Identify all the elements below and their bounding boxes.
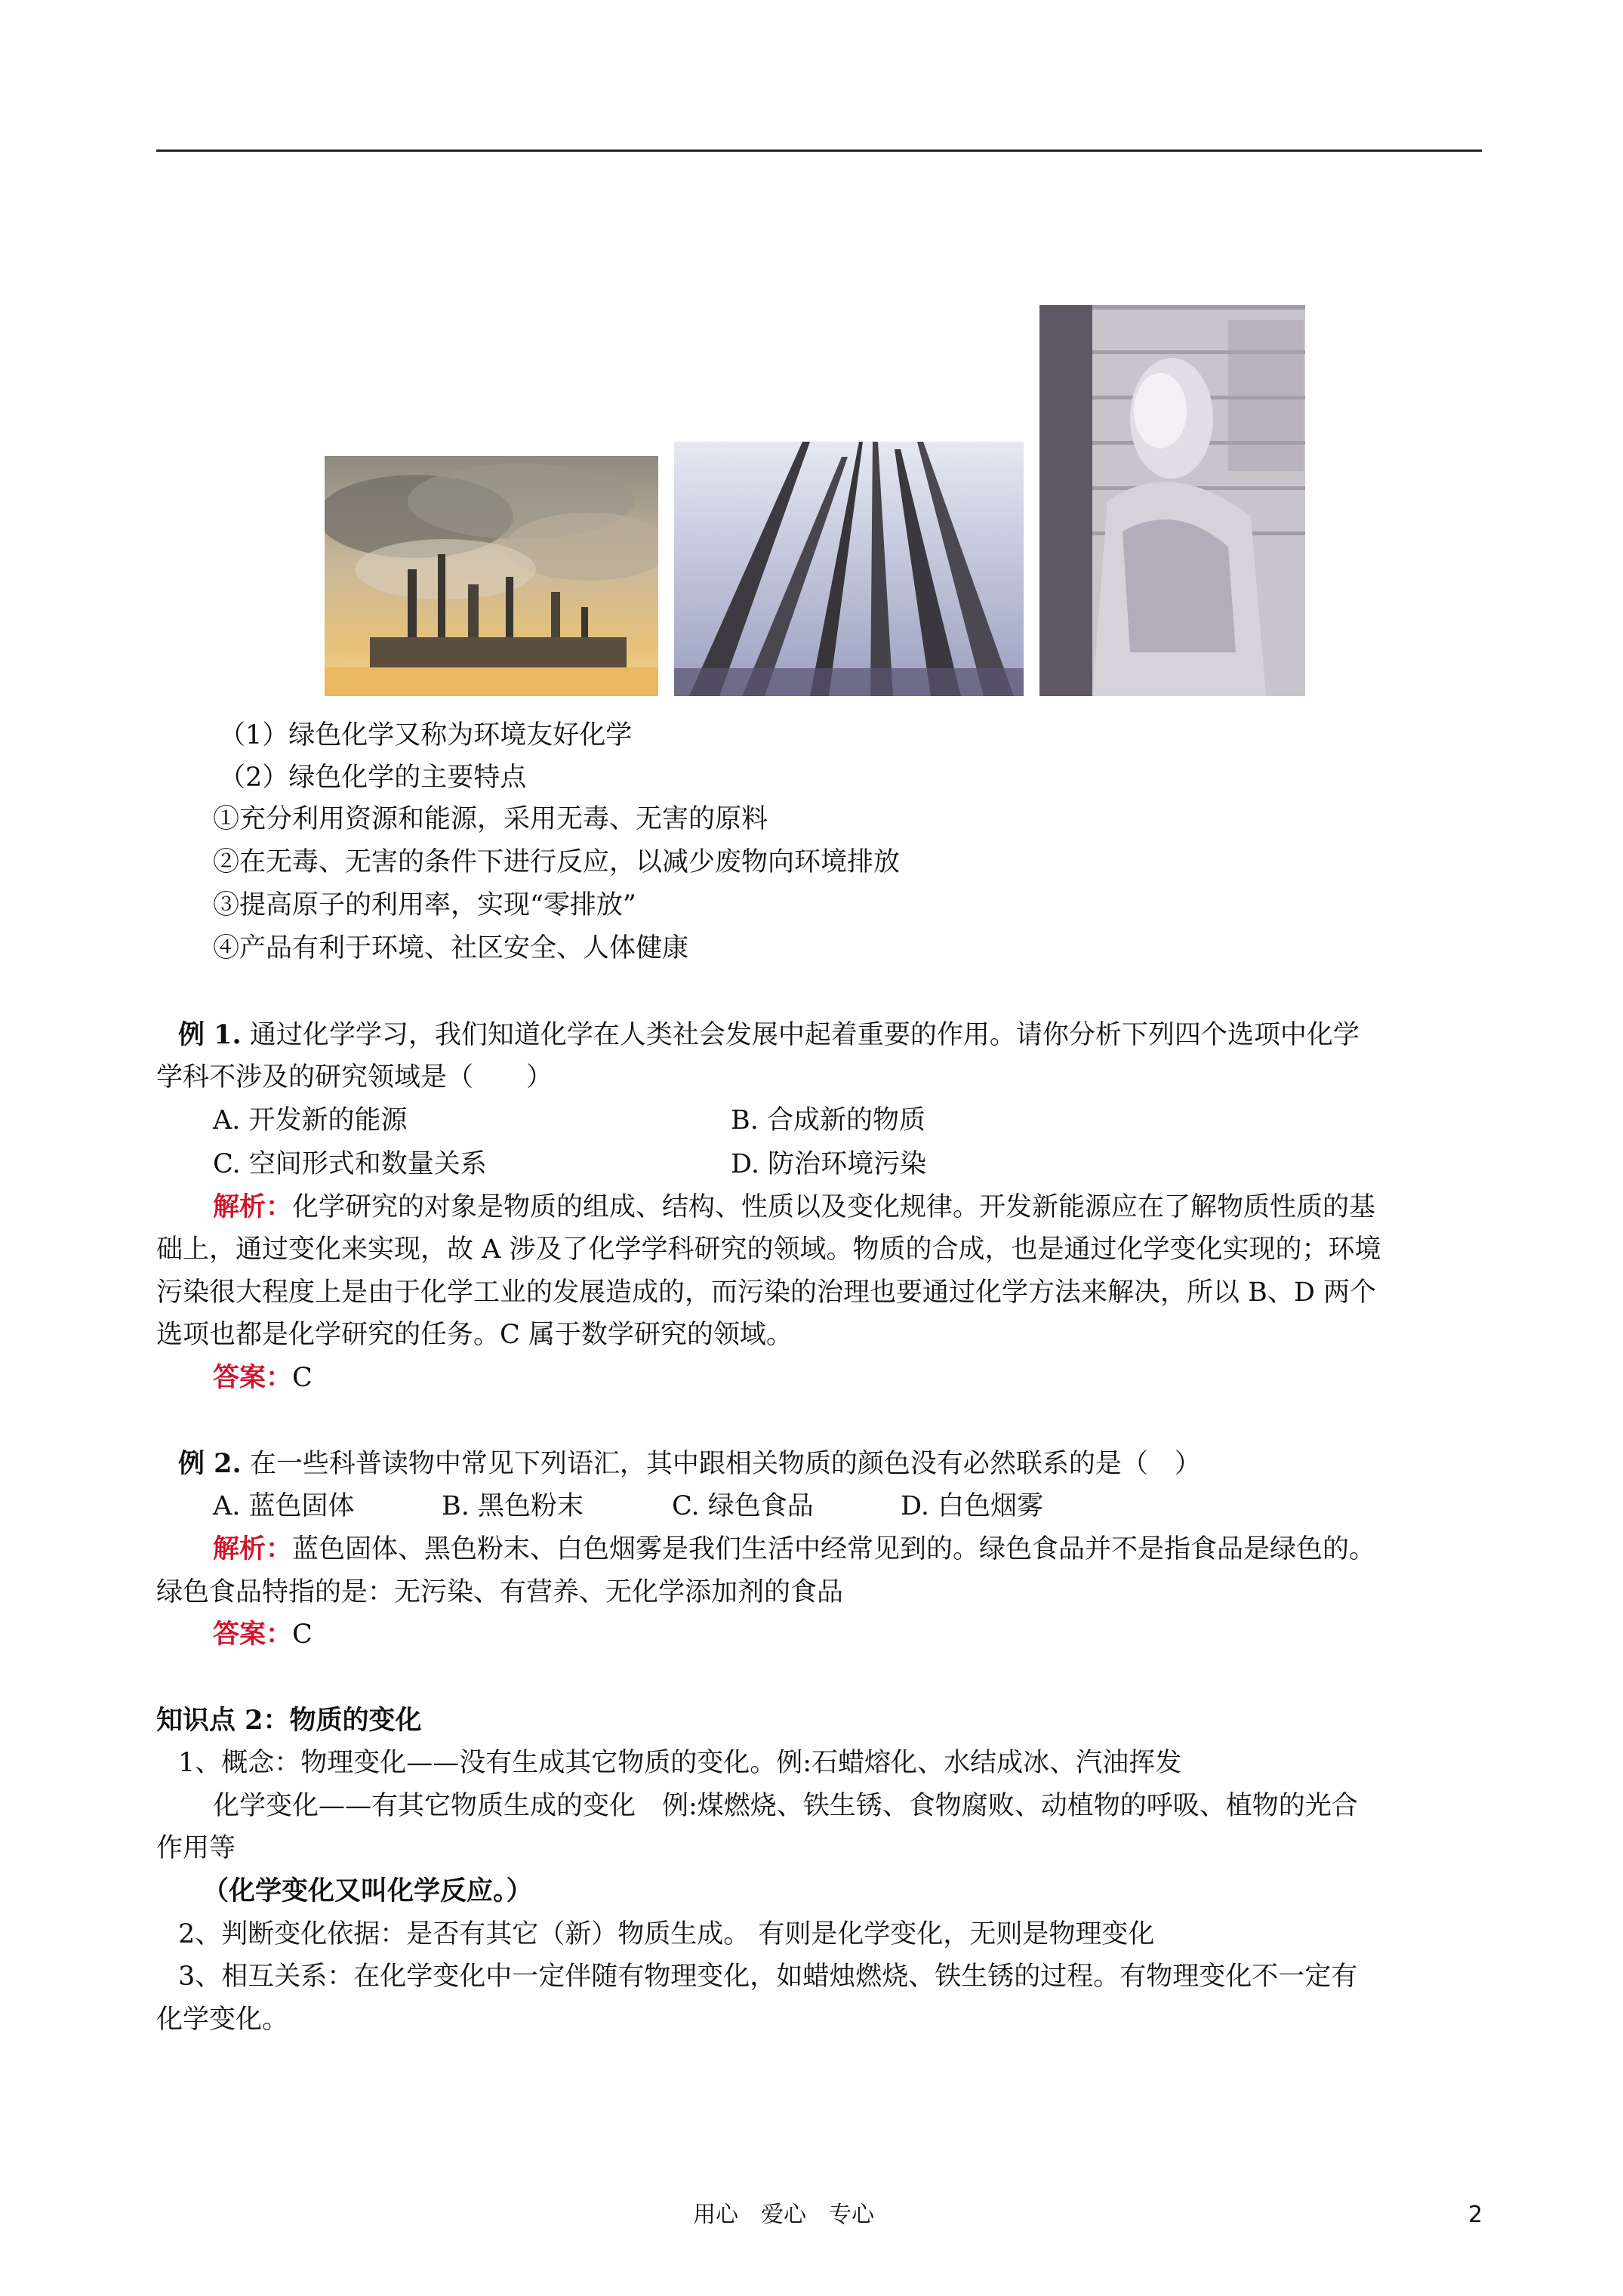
green-chem-feature-3: ③提高原子的利用率，实现“零排放”	[213, 890, 636, 920]
example-2-analysis-line-1	[213, 1533, 1375, 1566]
example-2-question-text: 在一些科普读物中常见下列语汇，其中跟相关物质的颜色没有必然联系的是（ ）	[249, 1449, 1201, 1479]
kp2-concept-chemical-cont: 作用等	[156, 1833, 236, 1863]
example-2-analysis-text: 蓝色固体、黑色粉末、白色烟雾是我们生活中经常见到的。绿色食品并不是指食品是绿色的。	[292, 1534, 1376, 1564]
example-1-analysis-line-1	[213, 1191, 1375, 1224]
kp2-concept-chemical: 化学变化——有其它物质生成的变化 例:煤燃烧、铁生锈、食物腐败、动植物的呼吸、植物的光合	[213, 1791, 1358, 1821]
example-2-option-d: D. 白色烟雾	[901, 1491, 1044, 1521]
example-1-analysis-line-4: 选项也都是化学研究的任务。C 属于数学研究的领域。	[156, 1320, 793, 1350]
example-1-analysis-text: 化学研究的对象是物质的组成、结构、性质以及变化规律。开发新能源应在了解物质性质的基	[292, 1192, 1376, 1222]
green-chem-point-2: （2）绿色化学的主要特点	[219, 763, 527, 793]
example-1-answer	[213, 1361, 313, 1395]
example-1-option-b: B. 合成新的物质	[731, 1105, 925, 1136]
example-2-answer-value: C	[292, 1620, 313, 1650]
example-1-answer-value: C	[292, 1363, 313, 1393]
example-2-analysis-label: 解析：	[213, 1533, 293, 1564]
page-number: 2	[1468, 2202, 1483, 2228]
example-2-option-a: A. 蓝色固体	[213, 1491, 355, 1521]
green-chem-feature-1: ①充分利用资源和能源，采用无毒、无害的原料	[213, 804, 768, 834]
example-1-question-text: 通过化学学习，我们知道化学在人类社会发展中起着重要的作用。请你分析下列四个选项中化学	[249, 1020, 1360, 1050]
green-chem-feature-2: ②在无毒、无害的条件下进行反应，以减少废物向环境排放	[213, 847, 901, 877]
example-2-answer-label: 答案：	[213, 1619, 293, 1650]
example-2-option-b: B. 黑色粉末	[442, 1491, 584, 1521]
green-chem-point-1: （1）绿色化学又称为环境友好化学	[219, 720, 633, 750]
kp2-chemical-reaction-note: （化学变化又叫化学反应。）	[202, 1875, 533, 1906]
kp2-relationship-cont: 化学变化。	[156, 2005, 289, 2035]
kp2-relationship: 3、相互关系：在化学变化中一定伴随有物理变化，如蜡烛燃烧、铁生锈的过程。有物理变化不一定有	[178, 1962, 1358, 1992]
green-chem-feature-4: ④产品有利于环境、社区安全、人体健康	[213, 933, 689, 963]
dead-trees-photo	[674, 442, 1024, 696]
example-2-answer	[213, 1618, 313, 1651]
example-1-analysis-label: 解析：	[213, 1191, 293, 1222]
example-1-option-a: A. 开发新的能源	[213, 1105, 408, 1136]
example-2-option-c: C. 绿色食品	[672, 1491, 814, 1521]
example-1-option-c: C. 空间形式和数量关系	[213, 1149, 487, 1179]
kp2-concept-physical: 1、概念：物理变化——没有生成其它物质的变化。例:石蜡熔化、水结成冰、汽油挥发	[178, 1748, 1182, 1778]
kp2-judgement-basis: 2、判断变化依据：是否有其它（新）物质生成。 有则是化学变化，无则是物理变化	[178, 1919, 1155, 1949]
knowledge-point-2-title: 知识点 2：物质的变化	[156, 1705, 422, 1736]
example-2-analysis-line-2: 绿色食品特指的是：无污染、有营养、无化学添加剂的食品	[156, 1577, 844, 1607]
example-1-question-line-1	[178, 1019, 1360, 1052]
example-2-question	[178, 1447, 1201, 1481]
example-1-analysis-line-2: 础上，通过变化来实现，故 A 涉及了化学学科研究的领域。物质的合成，也是通过化学变化实现的；环境	[156, 1234, 1381, 1265]
footer-motto: 用心 爱心 专心	[693, 2202, 874, 2228]
example-1-label: 例 1.	[178, 1019, 242, 1050]
example-2-label: 例 2.	[178, 1448, 242, 1479]
example-1-option-d: D. 防治环境污染	[731, 1149, 927, 1179]
example-1-analysis-line-3: 污染很大程度上是由于化学工业的发展造成的，而污染的治理也要通过化学方法来解决，所以 B、D 两个	[156, 1277, 1377, 1308]
header-rule	[156, 149, 1482, 152]
eroded-statue-photo	[1039, 305, 1305, 696]
example-1-answer-label: 答案：	[213, 1362, 293, 1393]
factory-smoke-photo	[325, 456, 658, 696]
example-1-question-line-2: 学科不涉及的研究领域是（ ）	[156, 1062, 553, 1093]
